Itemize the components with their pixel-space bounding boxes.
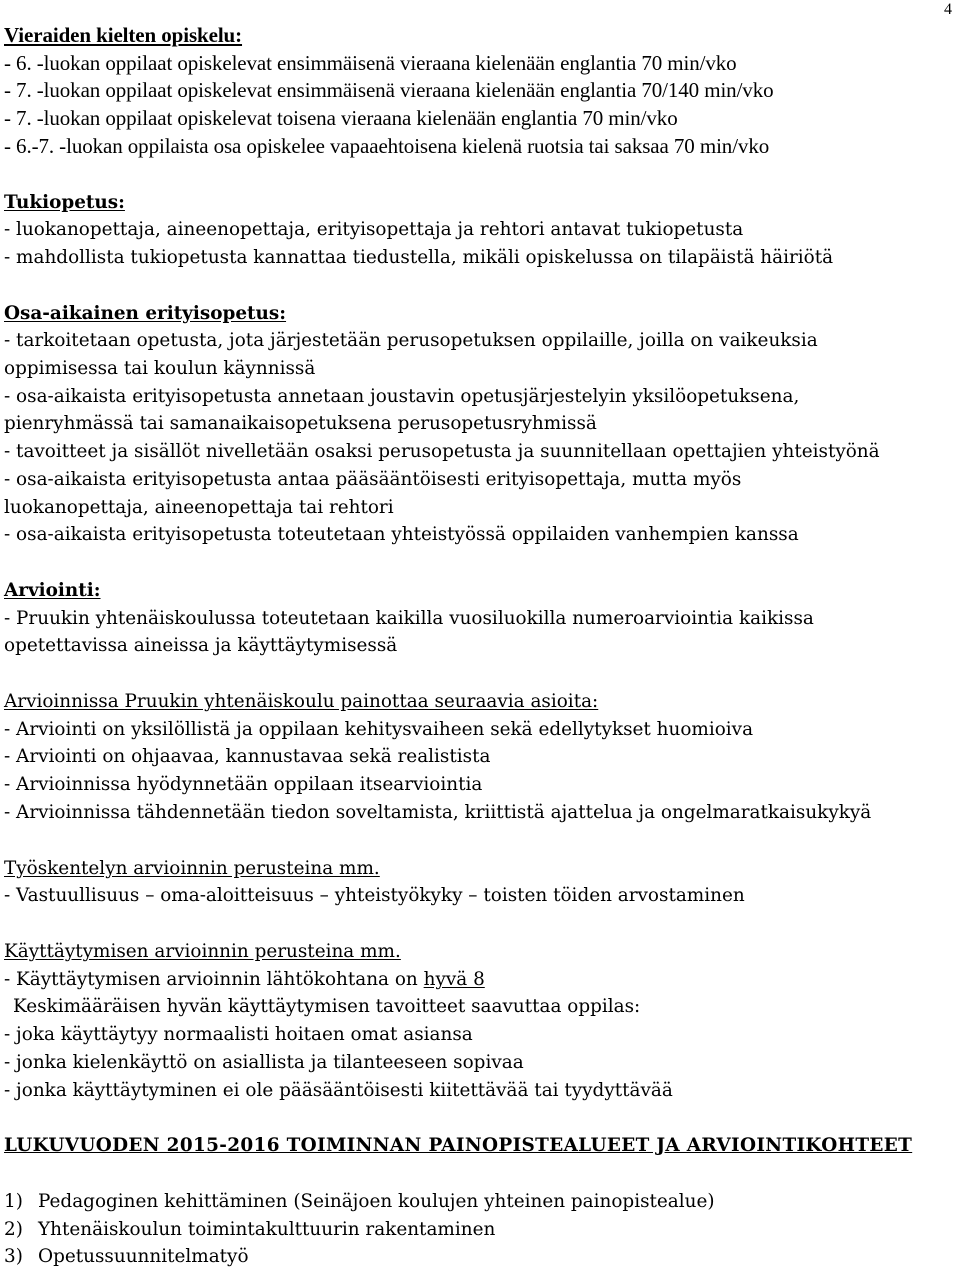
list-item: - 6.-7. -luokan oppilaista osa opiskelee vapaaehtoisena kielenä ruotsia tai saksaa 70 min/vko xyxy=(4,133,770,158)
list-item xyxy=(4,966,954,994)
list-item: - luokanopettaja, aineenopettaja, erityisopettaja ja rehtori antavat tukiopetusta xyxy=(4,219,744,241)
list-item: - jonka kielenkäyttö on asiallista ja tilanteeseen sopivaa xyxy=(4,1051,524,1073)
item-number: 3) xyxy=(4,1246,23,1268)
numbered-item xyxy=(4,1188,954,1216)
heading-kayttaytyminen: Käyttäytymisen arvioinnin perusteina mm. xyxy=(4,940,401,962)
list-item: - tarkoitetaan opetusta, jota järjestetään perusopetuksen oppilaille, joilla on vaikeuksia xyxy=(4,330,818,352)
item-number: 1) xyxy=(4,1190,23,1212)
start-grade: hyvä 8 xyxy=(423,968,485,990)
heading-osa-aikainen-erityisopetus: Osa-aikainen erityisopetus: xyxy=(4,302,287,324)
list-item: - 7. -luokan oppilaat opiskelevat ensimmäisenä vieraana kielenään englantia 70/140 min/vko xyxy=(4,78,774,103)
document-body xyxy=(4,22,954,1271)
heading-painotus: Arvioinnissa Pruukin yhtenäiskoulu painottaa seuraavia asioita: xyxy=(4,691,599,713)
heading-tyoskentely: Työskentelyn arvioinnin perusteina mm. xyxy=(4,857,380,879)
list-item: oppimisessa tai koulun käynnissä xyxy=(4,358,316,380)
list-item: - Arviointi on ohjaavaa, kannustavaa sekä realistista xyxy=(4,746,491,768)
heading-tukiopetus: Tukiopetus: xyxy=(4,191,125,213)
list-item: luokanopettaja, aineenopettaja tai rehtori xyxy=(4,496,394,518)
intro-text: Keskimääräisen hyvän käyttäytymisen tavoitteet saavuttaa oppilas: xyxy=(13,996,641,1018)
numbered-item xyxy=(4,1243,954,1271)
heading-painopistealueet: LUKUVUODEN 2015-2016 TOIMINNAN PAINOPISTEALUEET JA ARVIOINTIKOHTEET xyxy=(4,1135,913,1157)
list-item: - osa-aikaista erityisopetusta antaa pääsääntöisesti erityisopettaja, mutta myös xyxy=(4,468,742,490)
list-item: - tavoitteet ja sisällöt nivelletään osaksi perusopetusta ja suunnitellaan opettajien yhteistyönä xyxy=(4,441,880,463)
item-text: Pedagoginen kehittäminen (Seinäjoen koulujen yhteinen painopistealue) xyxy=(38,1190,715,1212)
list-item: - osa-aikaista erityisopetusta toteutetaan yhteistyössä oppilaiden vanhempien kanssa xyxy=(4,524,799,546)
list-item: - Pruukin yhtenäiskoulussa toteutetaan kaikilla vuosiluokilla numeroarviointia kaikissa xyxy=(4,607,814,629)
list-item: - Arvioinnissa tähdennetään tiedon soveltamista, kriittistä ajattelua ja ongelmaratkaisukykyä xyxy=(4,801,872,823)
list-item: - Arvioinnissa hyödynnetään oppilaan itsearviointia xyxy=(4,774,483,796)
heading-arviointi: Arviointi: xyxy=(4,579,101,601)
list-item: - 7. -luokan oppilaat opiskelevat toisena vieraana kielenään englantia 70 min/vko xyxy=(4,106,678,131)
list-item: - 6. -luokan oppilaat opiskelevat ensimmäisenä vieraana kielenään englantia 70 min/vko xyxy=(4,50,737,75)
list-item: - joka käyttäytyy normaalisti hoitaen omat asiansa xyxy=(4,1024,473,1046)
page-number: 4 xyxy=(944,1,952,18)
list-item: pienryhmässä tai samanaikaisopetuksena perusopetusryhmissä xyxy=(4,413,597,435)
list-item: opetettavissa aineissa ja käyttäytymisessä xyxy=(4,635,398,657)
list-item: - mahdollista tukiopetusta kannattaa tiedustella, mikäli opiskelussa on tilapäistä häiriötä xyxy=(4,246,834,268)
item-number: 2) xyxy=(4,1218,23,1240)
list-item: - osa-aikaista erityisopetusta annetaan joustavin opetusjärjestelyin yksilöopetuksena, xyxy=(4,385,800,407)
heading-vieraat-kielet: Vieraiden kielten opiskelu: xyxy=(4,23,243,47)
list-item: - Vastuullisuus – oma-aloitteisuus – yhteistyökyky – toisten töiden arvostaminen xyxy=(4,885,745,907)
item-text: Opetussuunnitelmatyö xyxy=(38,1246,249,1268)
item-text: Yhtenäiskoulun toimintakulttuurin rakentaminen xyxy=(38,1218,496,1240)
start-prefix: - Käyttäytymisen arvioinnin lähtökohtana on xyxy=(4,968,424,990)
numbered-item xyxy=(4,1216,954,1244)
list-item: - jonka käyttäytyminen ei ole pääsääntöisesti kiitettävää tai tyydyttävää xyxy=(4,1079,673,1101)
list-item: - Arviointi on yksilöllistä ja oppilaan kehitysvaiheen sekä edellytykset huomioiva xyxy=(4,718,754,740)
